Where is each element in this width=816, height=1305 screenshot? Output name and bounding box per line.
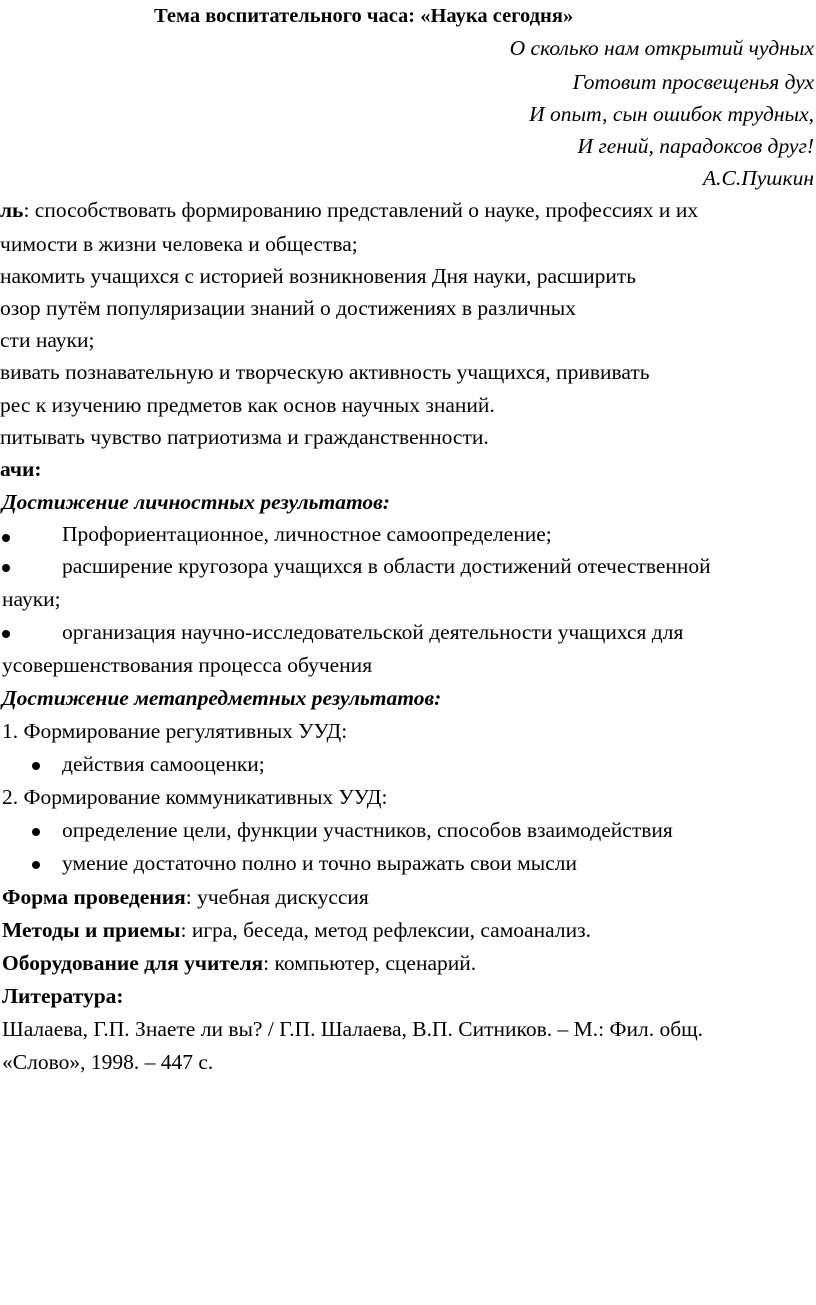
methods-line — [2, 916, 591, 944]
form-value: : учебная дискуссия — [185, 885, 369, 909]
epigraph-line-2: Готовит просвещенья дух — [572, 70, 814, 94]
personal-item-2: расширение кругозора учащихся в области достижений отечественной — [62, 554, 711, 578]
bullet-icon — [2, 564, 10, 572]
meta-results-heading: Достижение метапредметных результатов: — [2, 686, 442, 710]
personal-item-3: организация научно-исследовательской деятельности учащихся для — [62, 620, 684, 644]
goal-line-7: рес к изучению предметов как основ научных знаний. — [0, 393, 495, 417]
personal-item-2-continuation: науки; — [2, 587, 61, 611]
literature-line-2: «Слово», 1998. – 447 с. — [2, 1050, 214, 1074]
goal-line-3: накомить учащихся с историей возникновения Дня науки, расширить — [0, 264, 637, 288]
meta-item-1: 1. Формирование регулятивных УУД: — [2, 719, 348, 743]
goal-line-2: чимости в жизни человека и общества; — [0, 232, 358, 256]
personal-results-heading: Достижение личностных результатов: — [2, 490, 390, 514]
bullet-icon — [32, 861, 40, 869]
equipment-label: Оборудование для учителя — [2, 951, 264, 975]
bullet-icon — [32, 828, 40, 836]
epigraph-line-1: О сколько нам открытий чудных — [509, 36, 814, 60]
form-line — [2, 883, 369, 911]
bullet-icon — [2, 534, 10, 542]
epigraph-line-4: И гений, парадоксов друг! — [577, 134, 814, 158]
literature-line-1: Шалаева, Г.П. Знаете ли вы? / Г.П. Шалаева, В.П. Ситников. – М.: Фил. общ. — [2, 1017, 704, 1041]
methods-label: Методы и приемы — [2, 918, 181, 942]
meta-2-subitem-1: определение цели, функции участников, способов взаимодействия — [62, 818, 673, 842]
bullet-icon — [2, 630, 10, 638]
equipment-line — [2, 949, 476, 977]
form-label: Форма проведения — [2, 885, 186, 909]
epigraph-author: А.С.Пушкин — [703, 166, 814, 190]
meta-item-2: 2. Формирование коммуникативных УУД: — [2, 785, 388, 809]
goal-label: ль — [0, 198, 24, 222]
epigraph-line-3: И опыт, сын ошибок трудных, — [529, 102, 814, 126]
personal-item-3-continuation: усовершенствования процесса обучения — [2, 653, 373, 677]
meta-2-subitem-2: умение достаточно полно и точно выражать свои мысли — [62, 851, 577, 875]
page-title: Тема воспитательного часа: «Наука сегодня» — [154, 5, 574, 27]
bullet-icon — [32, 762, 40, 770]
goal-text: : способствовать формированию представлений о науке, профессиях и их — [23, 198, 699, 222]
literature-label: Литература: — [2, 984, 124, 1008]
goal-line-6: вивать познавательную и творческую активность учащихся, прививать — [0, 360, 650, 384]
meta-1-subitem-1: действия самооценки; — [62, 752, 265, 776]
equipment-value: : компьютер, сценарий. — [263, 951, 477, 975]
goal-line-1 — [0, 196, 698, 224]
goal-line-5: сти науки; — [0, 328, 95, 352]
goal-line-4: озор путём популяризации знаний о достижениях в различных — [0, 296, 576, 320]
methods-value: : игра, беседа, метод рефлексии, самоанализ. — [180, 918, 591, 942]
tasks-label: ачи: — [0, 457, 42, 481]
personal-item-1: Профориентационное, личностное самоопределение; — [62, 522, 552, 546]
goal-line-8: питывать чувство патриотизма и гражданственности. — [0, 425, 489, 449]
